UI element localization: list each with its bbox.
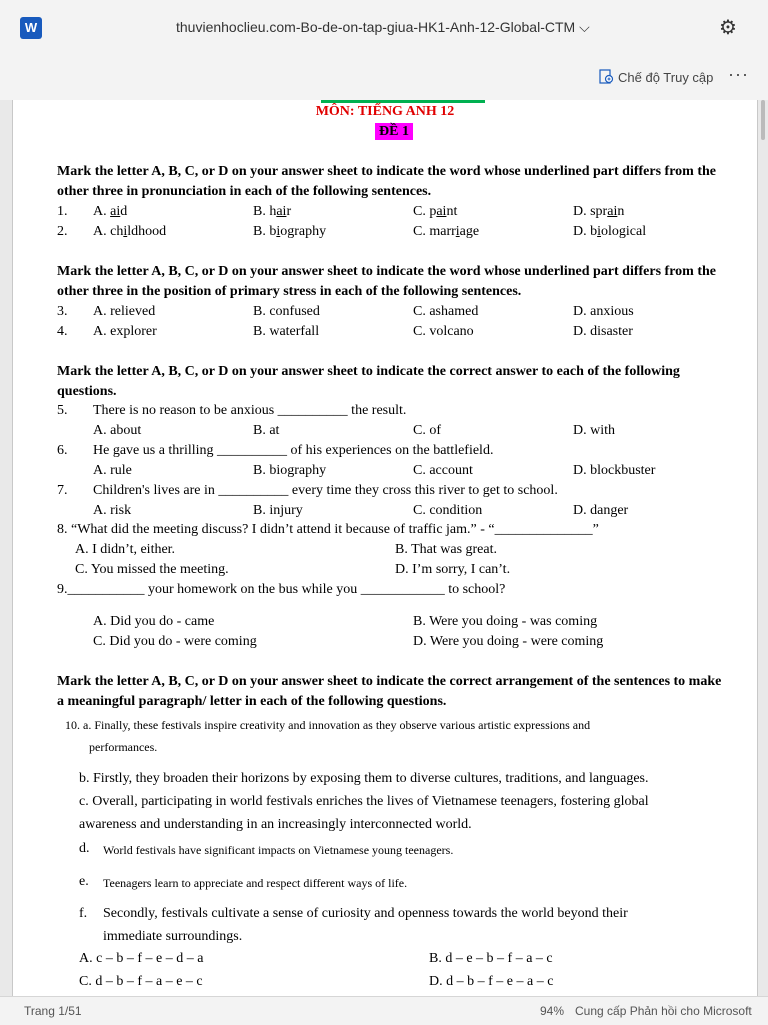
q3-option-b: B. confused bbox=[253, 304, 320, 319]
section1-instruction: Mark the letter A, B, C, or D on your answer sheet to indicate the word whose underlined part differs from the other three in pronunciation in each of the following sentences. bbox=[57, 164, 716, 199]
subject-heading: MÔN: TIẾNG ANH 12 bbox=[315, 104, 455, 119]
q9-stem: 9.___________ your homework on the bus while you ____________ to school? bbox=[57, 582, 506, 597]
accessibility-mode-label: Chế độ Truy cập bbox=[618, 69, 714, 85]
q8-option-d: D. I’m sorry, I can’t. bbox=[395, 562, 511, 577]
document-page bbox=[12, 100, 758, 996]
q7-option-c: C. condition bbox=[413, 503, 483, 518]
q4-option-c: C. volcano bbox=[413, 324, 474, 339]
q10-sentence-f-line2: immediate surroundings. bbox=[103, 929, 243, 944]
q6-option-a: A. rule bbox=[93, 463, 132, 478]
q2-number: 2. bbox=[57, 224, 68, 239]
q10-sentence-b: b. Firstly, they broaden their horizons by exposing them to diverse cultures, traditions, and languages. bbox=[79, 771, 649, 786]
q5-option-c: C. of bbox=[413, 423, 441, 438]
document-viewport[interactable] bbox=[0, 100, 768, 996]
q10-option-a: A. c – b – f – e – d – a bbox=[79, 951, 204, 966]
q10-sentence-d: World festivals have significant impacts on Vietnamese young teenagers. bbox=[103, 843, 454, 857]
q6-option-b: B. biography bbox=[253, 463, 327, 478]
q7-option-d: D. danger bbox=[573, 503, 629, 518]
q6-stem: He gave us a thrilling __________ of his experiences on the battlefield. bbox=[93, 443, 494, 458]
q10-option-b: B. d – e – b – f – a – c bbox=[429, 951, 553, 966]
q10-sentence-d-label: d. bbox=[79, 841, 90, 856]
q9-option-d: D. Were you doing - were coming bbox=[413, 634, 604, 649]
q10-option-d: D. d – b – f – e – a – c bbox=[429, 974, 554, 989]
q8-option-b: B. That was great. bbox=[395, 542, 497, 557]
section3-instruction: Mark the letter A, B, C, or D on your answer sheet to indicate the correct answer to each of the following questions. bbox=[57, 364, 680, 399]
q3-option-c: C. ashamed bbox=[413, 304, 479, 319]
document-title-text: thuvienhoclieu.com-Bo-de-on-tap-giua-HK1-Anh-12-Global-CTM bbox=[176, 19, 576, 35]
vertical-scrollbar[interactable] bbox=[761, 100, 765, 140]
q6-option-c: C. account bbox=[413, 463, 473, 478]
q1-option-d: D. sprain bbox=[573, 204, 625, 219]
q5-stem: There is no reason to be anxious __________ the result. bbox=[93, 403, 407, 418]
q7-option-a: A. risk bbox=[93, 503, 132, 518]
q8-option-a: A. I didn’t, either. bbox=[75, 542, 176, 557]
q1-option-b: B. hair bbox=[253, 204, 292, 219]
q6-number: 6. bbox=[57, 443, 68, 458]
q8-stem: 8. “What did the meeting discuss? I didn’t attend it because of traffic jam.” - “______________” bbox=[57, 522, 599, 537]
q1-option-c: C. paint bbox=[413, 204, 458, 219]
word-logo-icon: W bbox=[20, 17, 42, 39]
exam-code: ĐỀ 1 bbox=[375, 123, 413, 140]
q1-option-a: A. aid bbox=[93, 204, 128, 219]
section4-instruction: Mark the letter A, B, C, or D on your answer sheet to indicate the correct arrangement of the sentences to make a meaningful paragraph/ letter in each of the following questions. bbox=[57, 674, 722, 709]
q10-sentence-a-line2: performances. bbox=[89, 740, 158, 754]
q3-number: 3. bbox=[57, 304, 68, 319]
q9-option-b: B. Were you doing - was coming bbox=[413, 614, 598, 629]
q1-number: 1. bbox=[57, 204, 68, 219]
q10-sentence-e-label: e. bbox=[79, 874, 89, 889]
q3-option-a: A. relieved bbox=[93, 304, 156, 319]
q3-option-d: D. anxious bbox=[573, 304, 634, 319]
q2-option-b: B. biography bbox=[253, 224, 327, 239]
accessibility-icon bbox=[598, 69, 614, 85]
q2-option-d: D. biological bbox=[573, 224, 647, 239]
q4-option-b: B. waterfall bbox=[253, 324, 320, 339]
command-bar bbox=[0, 56, 768, 101]
q10-option-c: C. d – b – f – a – e – c bbox=[79, 974, 203, 989]
gear-icon[interactable]: ⚙ bbox=[719, 17, 737, 39]
more-options-button[interactable]: ··· bbox=[728, 64, 749, 84]
header-rule bbox=[321, 100, 485, 103]
q6-option-d: D. blockbuster bbox=[573, 463, 656, 478]
document-title[interactable] bbox=[176, 19, 590, 36]
q4-number: 4. bbox=[57, 324, 68, 339]
q5-number: 5. bbox=[57, 403, 68, 418]
q8-option-c: C. You missed the meeting. bbox=[75, 562, 229, 577]
chevron-down-icon: ⌵ bbox=[579, 19, 590, 35]
q4-option-a: A. explorer bbox=[93, 324, 157, 339]
title-bar bbox=[0, 0, 768, 56]
q9-option-c: C. Did you do - were coming bbox=[93, 634, 257, 649]
q5-option-b: B. at bbox=[253, 423, 280, 438]
status-bar bbox=[0, 996, 768, 1025]
accessibility-mode-button[interactable] bbox=[598, 69, 713, 85]
q10-sentence-f-label: f. bbox=[79, 906, 88, 921]
q10-sentence-c-line1: c. Overall, participating in world festivals enriches the lives of Vietnamese teenagers, fostering global bbox=[79, 794, 649, 809]
q10-sentence-a-line1: 10. a. Finally, these festivals inspire creativity and innovation as they observe various artistic expressions and bbox=[65, 718, 591, 732]
section2-instruction: Mark the letter A, B, C, or D on your answer sheet to indicate the word whose underlined part differs from the other three in the position of primary stress in each of the following sentences. bbox=[57, 264, 716, 299]
q7-option-b: B. injury bbox=[253, 503, 303, 518]
q5-option-a: A. about bbox=[93, 423, 142, 438]
zoom-level[interactable]: 94% bbox=[540, 1004, 565, 1018]
feedback-link[interactable]: Cung cấp Phản hồi cho Microsoft bbox=[575, 1004, 752, 1018]
q9-option-a: A. Did you do - came bbox=[93, 614, 215, 629]
q10-sentence-c-line2: awareness and understanding in an increasingly interconnected world. bbox=[79, 817, 472, 832]
q7-number: 7. bbox=[57, 483, 68, 498]
page-indicator: Trang 1/51 bbox=[24, 1004, 82, 1018]
q7-stem: Children's lives are in __________ every time they cross this river to get to school. bbox=[93, 483, 558, 498]
q2-option-a: A. childhood bbox=[93, 224, 167, 239]
q10-sentence-f-line1: Secondly, festivals cultivate a sense of curiosity and openness towards the world beyond their bbox=[103, 906, 628, 921]
q5-option-d: D. with bbox=[573, 423, 615, 438]
q10-sentence-e: Teenagers learn to appreciate and respect different ways of life. bbox=[103, 876, 408, 890]
q4-option-d: D. disaster bbox=[573, 324, 633, 339]
q2-option-c: C. marriage bbox=[413, 224, 480, 239]
